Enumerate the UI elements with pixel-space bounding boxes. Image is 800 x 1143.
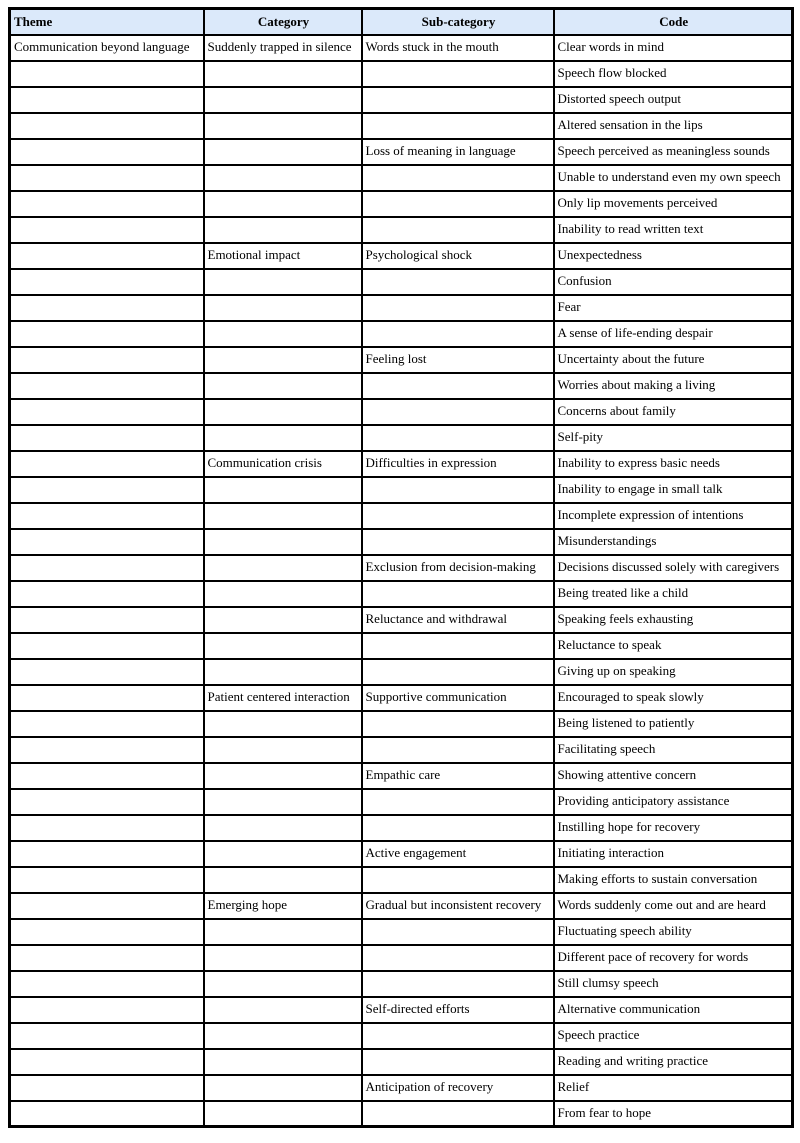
table-row xyxy=(10,399,793,425)
code-cell: Fear xyxy=(554,295,793,321)
code-cell: Speech flow blocked xyxy=(554,61,793,87)
table-row xyxy=(10,659,793,685)
category-cell xyxy=(204,1101,362,1127)
header-theme: Theme xyxy=(10,9,204,35)
theme-cell xyxy=(10,685,204,711)
table-row xyxy=(10,607,793,633)
code-cell: Being treated like a child xyxy=(554,581,793,607)
category-cell xyxy=(204,919,362,945)
category-cell xyxy=(204,659,362,685)
subcategory-cell: Words stuck in the mouth xyxy=(362,35,554,61)
table-row xyxy=(10,1023,793,1049)
table-row xyxy=(10,243,793,269)
code-cell: Altered sensation in the lips xyxy=(554,113,793,139)
subcategory-cell: Supportive communication xyxy=(362,685,554,711)
code-cell: Uncertainty about the future xyxy=(554,347,793,373)
table-row xyxy=(10,113,793,139)
code-cell: Alternative communication xyxy=(554,997,793,1023)
subcategory-cell xyxy=(362,971,554,997)
code-cell: Showing attentive concern xyxy=(554,763,793,789)
code-cell: Giving up on speaking xyxy=(554,659,793,685)
category-cell xyxy=(204,841,362,867)
table-row xyxy=(10,945,793,971)
theme-cell xyxy=(10,451,204,477)
table-row xyxy=(10,217,793,243)
subcategory-cell xyxy=(362,477,554,503)
code-cell: Reluctance to speak xyxy=(554,633,793,659)
code-cell: Instilling hope for recovery xyxy=(554,815,793,841)
theme-cell xyxy=(10,113,204,139)
table-row xyxy=(10,555,793,581)
code-cell: Clear words in mind xyxy=(554,35,793,61)
table-row xyxy=(10,347,793,373)
table-row xyxy=(10,321,793,347)
subcategory-cell xyxy=(362,1049,554,1075)
theme-cell xyxy=(10,165,204,191)
subcategory-cell xyxy=(362,373,554,399)
category-cell xyxy=(204,503,362,529)
theme-cell xyxy=(10,373,204,399)
subcategory-cell: Reluctance and withdrawal xyxy=(362,607,554,633)
table-row xyxy=(10,1075,793,1101)
table-row xyxy=(10,581,793,607)
code-cell: Fluctuating speech ability xyxy=(554,919,793,945)
category-cell xyxy=(204,633,362,659)
subcategory-cell xyxy=(362,87,554,113)
code-cell: Confusion xyxy=(554,269,793,295)
code-cell: Distorted speech output xyxy=(554,87,793,113)
code-cell: Incomplete expression of intentions xyxy=(554,503,793,529)
subcategory-cell xyxy=(362,295,554,321)
code-cell: Reading and writing practice xyxy=(554,1049,793,1075)
table-row xyxy=(10,815,793,841)
category-cell xyxy=(204,425,362,451)
code-cell: Providing anticipatory assistance xyxy=(554,789,793,815)
subcategory-cell xyxy=(362,399,554,425)
theme-cell xyxy=(10,659,204,685)
subcategory-cell xyxy=(362,425,554,451)
subcategory-cell: Loss of meaning in language xyxy=(362,139,554,165)
category-cell xyxy=(204,373,362,399)
code-cell: Only lip movements perceived xyxy=(554,191,793,217)
table-body xyxy=(10,35,793,1127)
code-cell: Inability to read written text xyxy=(554,217,793,243)
category-cell xyxy=(204,737,362,763)
theme-cell xyxy=(10,243,204,269)
header-category: Category xyxy=(204,9,362,35)
table-row xyxy=(10,503,793,529)
table-row xyxy=(10,685,793,711)
code-cell: Words suddenly come out and are heard xyxy=(554,893,793,919)
subcategory-cell xyxy=(362,945,554,971)
theme-cell xyxy=(10,61,204,87)
category-cell xyxy=(204,607,362,633)
table-row xyxy=(10,711,793,737)
theme-cell xyxy=(10,789,204,815)
code-cell: Speech practice xyxy=(554,1023,793,1049)
theme-cell xyxy=(10,945,204,971)
table-row xyxy=(10,139,793,165)
table-row xyxy=(10,893,793,919)
subcategory-cell xyxy=(362,269,554,295)
category-cell xyxy=(204,997,362,1023)
theme-cell xyxy=(10,425,204,451)
table-row xyxy=(10,633,793,659)
code-cell: Unable to understand even my own speech xyxy=(554,165,793,191)
code-cell: Concerns about family xyxy=(554,399,793,425)
category-cell xyxy=(204,191,362,217)
category-cell xyxy=(204,295,362,321)
category-cell xyxy=(204,867,362,893)
subcategory-cell xyxy=(362,815,554,841)
theme-cell xyxy=(10,555,204,581)
category-cell xyxy=(204,269,362,295)
subcategory-cell xyxy=(362,529,554,555)
category-cell xyxy=(204,581,362,607)
subcategory-cell xyxy=(362,633,554,659)
code-cell: Being listened to patiently xyxy=(554,711,793,737)
code-cell: From fear to hope xyxy=(554,1101,793,1127)
subcategory-cell xyxy=(362,659,554,685)
theme-cell xyxy=(10,919,204,945)
table-row xyxy=(10,1049,793,1075)
table-row xyxy=(10,919,793,945)
category-cell xyxy=(204,321,362,347)
table-row xyxy=(10,763,793,789)
theme-cell xyxy=(10,529,204,555)
category-cell: Patient centered interaction xyxy=(204,685,362,711)
subcategory-cell xyxy=(362,191,554,217)
header-code: Code xyxy=(554,9,793,35)
subcategory-cell xyxy=(362,61,554,87)
subcategory-cell: Feeling lost xyxy=(362,347,554,373)
subcategory-cell xyxy=(362,711,554,737)
subcategory-cell xyxy=(362,217,554,243)
theme-cell xyxy=(10,1075,204,1101)
table-row xyxy=(10,425,793,451)
category-cell xyxy=(204,87,362,113)
category-cell xyxy=(204,1075,362,1101)
header-subcategory: Sub-category xyxy=(362,9,554,35)
subcategory-cell xyxy=(362,789,554,815)
table-row xyxy=(10,477,793,503)
category-cell xyxy=(204,945,362,971)
table-row xyxy=(10,165,793,191)
code-cell: Self-pity xyxy=(554,425,793,451)
subcategory-cell: Self-directed efforts xyxy=(362,997,554,1023)
theme-cell xyxy=(10,1049,204,1075)
table-row xyxy=(10,789,793,815)
category-cell xyxy=(204,61,362,87)
code-cell: Still clumsy speech xyxy=(554,971,793,997)
category-cell xyxy=(204,1023,362,1049)
code-cell: Misunderstandings xyxy=(554,529,793,555)
table-row xyxy=(10,529,793,555)
category-cell: Suddenly trapped in silence xyxy=(204,35,362,61)
subcategory-cell xyxy=(362,737,554,763)
table-row xyxy=(10,191,793,217)
category-cell xyxy=(204,763,362,789)
subcategory-cell xyxy=(362,165,554,191)
theme-cell xyxy=(10,139,204,165)
code-cell: Encouraged to speak slowly xyxy=(554,685,793,711)
code-cell: Inability to express basic needs xyxy=(554,451,793,477)
header-row xyxy=(10,9,793,35)
table-row xyxy=(10,373,793,399)
category-cell: Emotional impact xyxy=(204,243,362,269)
category-cell: Emerging hope xyxy=(204,893,362,919)
category-cell xyxy=(204,113,362,139)
category-cell xyxy=(204,477,362,503)
theme-cell xyxy=(10,997,204,1023)
subcategory-cell: Exclusion from decision-making xyxy=(362,555,554,581)
theme-cell xyxy=(10,217,204,243)
subcategory-cell xyxy=(362,321,554,347)
code-cell: Initiating interaction xyxy=(554,841,793,867)
theme-cell xyxy=(10,347,204,373)
category-cell: Communication crisis xyxy=(204,451,362,477)
category-cell xyxy=(204,971,362,997)
table-row xyxy=(10,1101,793,1127)
category-cell xyxy=(204,165,362,191)
category-cell xyxy=(204,529,362,555)
theme-cell xyxy=(10,633,204,659)
subcategory-cell: Gradual but inconsistent recovery xyxy=(362,893,554,919)
subcategory-cell: Anticipation of recovery xyxy=(362,1075,554,1101)
table-row xyxy=(10,35,793,61)
category-cell xyxy=(204,1049,362,1075)
theme-cell xyxy=(10,607,204,633)
code-cell: Facilitating speech xyxy=(554,737,793,763)
table-row xyxy=(10,737,793,763)
code-cell: Relief xyxy=(554,1075,793,1101)
code-cell: Different pace of recovery for words xyxy=(554,945,793,971)
theme-cell xyxy=(10,321,204,347)
code-cell: Speaking feels exhausting xyxy=(554,607,793,633)
subcategory-cell xyxy=(362,581,554,607)
table-row xyxy=(10,61,793,87)
category-cell xyxy=(204,347,362,373)
table-row xyxy=(10,269,793,295)
theme-cell xyxy=(10,581,204,607)
theme-cell xyxy=(10,87,204,113)
theme-cell xyxy=(10,815,204,841)
table-row xyxy=(10,841,793,867)
table-row xyxy=(10,451,793,477)
theme-cell xyxy=(10,269,204,295)
category-cell xyxy=(204,555,362,581)
category-cell xyxy=(204,815,362,841)
theme-cell xyxy=(10,399,204,425)
subcategory-cell: Active engagement xyxy=(362,841,554,867)
code-cell: Speech perceived as meaningless sounds xyxy=(554,139,793,165)
subcategory-cell xyxy=(362,113,554,139)
code-cell: Unexpectedness xyxy=(554,243,793,269)
subcategory-cell xyxy=(362,919,554,945)
theme-cell xyxy=(10,477,204,503)
code-cell: Inability to engage in small talk xyxy=(554,477,793,503)
subcategory-cell: Difficulties in expression xyxy=(362,451,554,477)
code-cell: Worries about making a living xyxy=(554,373,793,399)
table-row xyxy=(10,87,793,113)
category-cell xyxy=(204,399,362,425)
subcategory-cell xyxy=(362,1023,554,1049)
theme-cell: Communication beyond language xyxy=(10,35,204,61)
category-cell xyxy=(204,217,362,243)
code-cell: A sense of life-ending despair xyxy=(554,321,793,347)
subcategory-cell: Psychological shock xyxy=(362,243,554,269)
subcategory-cell xyxy=(362,867,554,893)
qualitative-coding-table xyxy=(8,7,794,1128)
theme-cell xyxy=(10,841,204,867)
theme-cell xyxy=(10,737,204,763)
code-cell: Making efforts to sustain conversation xyxy=(554,867,793,893)
table-row xyxy=(10,971,793,997)
subcategory-cell xyxy=(362,1101,554,1127)
subcategory-cell: Empathic care xyxy=(362,763,554,789)
category-cell xyxy=(204,711,362,737)
table-row xyxy=(10,867,793,893)
category-cell xyxy=(204,139,362,165)
theme-cell xyxy=(10,503,204,529)
theme-cell xyxy=(10,971,204,997)
theme-cell xyxy=(10,893,204,919)
theme-cell xyxy=(10,867,204,893)
table-row xyxy=(10,997,793,1023)
theme-cell xyxy=(10,763,204,789)
theme-cell xyxy=(10,711,204,737)
category-cell xyxy=(204,789,362,815)
theme-cell xyxy=(10,295,204,321)
theme-cell xyxy=(10,1101,204,1127)
theme-cell xyxy=(10,191,204,217)
table-row xyxy=(10,295,793,321)
code-cell: Decisions discussed solely with caregivers xyxy=(554,555,793,581)
subcategory-cell xyxy=(362,503,554,529)
theme-cell xyxy=(10,1023,204,1049)
